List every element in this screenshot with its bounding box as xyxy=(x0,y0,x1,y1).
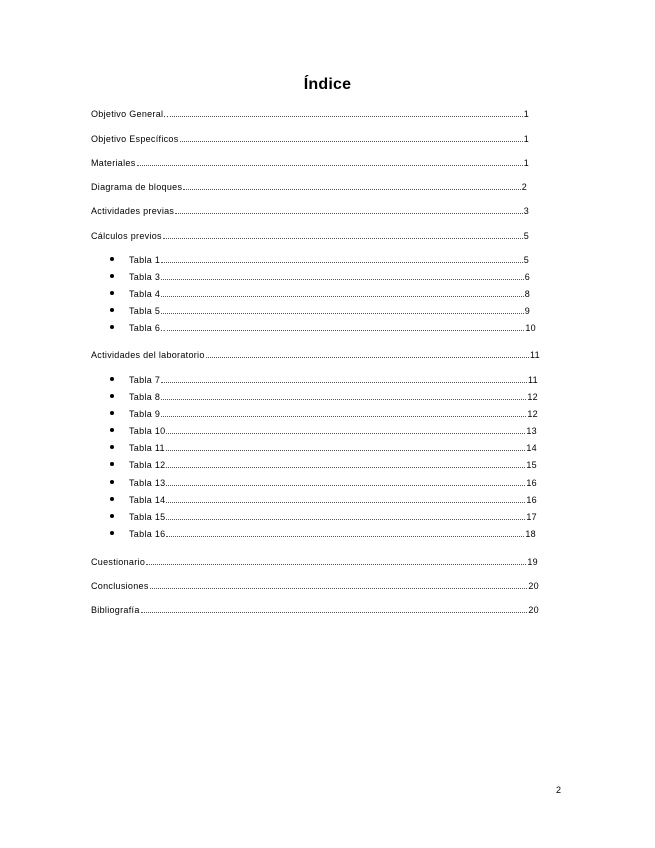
dot-leader xyxy=(166,433,525,434)
dot-leader xyxy=(146,564,526,565)
bullet-icon xyxy=(110,428,114,432)
bullet-icon xyxy=(110,394,114,398)
toc-subentry-tabla-10[interactable] xyxy=(129,425,537,437)
toc-entry-label: Tabla 15 xyxy=(129,512,166,522)
toc-entry-label: Actividades del laboratorio xyxy=(91,350,205,360)
toc-entry-page: 9 xyxy=(524,306,530,316)
toc-entry-page: 20 xyxy=(528,581,539,591)
toc-entry-label: Conclusiones xyxy=(91,581,149,591)
bullet-icon xyxy=(110,514,114,518)
dot-leader xyxy=(161,382,527,383)
bullet-icon xyxy=(110,497,114,501)
toc-entry-page: 11 xyxy=(530,350,540,360)
toc-entry-bibliografia[interactable] xyxy=(91,604,539,616)
dot-leader xyxy=(150,588,528,589)
dot-leader xyxy=(161,279,524,280)
toc-entry-label: Tabla 12 xyxy=(129,460,166,470)
toc-entry-page: 1 xyxy=(523,134,529,144)
dot-leader xyxy=(166,536,524,537)
bullet-icon xyxy=(110,274,114,278)
toc-entry-label: Objetivo General.. xyxy=(91,109,169,119)
dot-leader xyxy=(163,238,523,239)
dot-leader xyxy=(206,357,529,358)
dot-leader xyxy=(161,399,526,400)
toc-subentry-tabla-16[interactable] xyxy=(129,528,536,540)
toc-entry-label: Tabla 13 xyxy=(129,478,166,488)
toc-entry-conclusiones[interactable] xyxy=(91,580,539,592)
toc-entry-label: Objetivo Específicos xyxy=(91,134,179,144)
toc-entry-actividades-previas[interactable] xyxy=(91,205,529,217)
toc-entry-calculos-previos[interactable] xyxy=(91,230,529,242)
toc-entry-page: 16 xyxy=(526,495,537,505)
dot-leader xyxy=(141,612,528,613)
toc-entry-page: 15 xyxy=(526,460,537,470)
toc-entry-page: 6 xyxy=(524,272,530,282)
toc-subentry-tabla-7[interactable] xyxy=(129,374,538,386)
dot-leader xyxy=(137,165,523,166)
dot-leader xyxy=(161,416,526,417)
toc-entry-label: Tabla 6.. xyxy=(129,323,166,333)
bullet-icon xyxy=(110,411,114,415)
bullet-icon xyxy=(110,325,114,329)
toc-subentry-tabla-1[interactable] xyxy=(129,254,529,266)
dot-leader xyxy=(166,467,525,468)
toc-entry-label: Cálculos previos xyxy=(91,231,162,241)
toc-subentry-tabla-11[interactable] xyxy=(129,442,537,454)
toc-subentry-tabla-15[interactable] xyxy=(129,511,537,523)
toc-entry-label: Tabla 16 xyxy=(129,529,166,539)
toc-entry-label: Tabla 7 xyxy=(129,375,161,385)
toc-entry-page: 3 xyxy=(523,206,529,216)
toc-entry-label: Tabla 3 xyxy=(129,272,161,282)
dot-leader xyxy=(180,141,523,142)
toc-entry-page: 11 xyxy=(528,375,538,385)
toc-entry-materiales[interactable] xyxy=(91,157,529,169)
dot-leader xyxy=(166,485,525,486)
toc-entry-page: 13 xyxy=(526,426,537,436)
toc-entry-page: 12 xyxy=(527,409,538,419)
toc-entry-page: 20 xyxy=(528,605,539,615)
toc-entry-page: 5 xyxy=(523,231,529,241)
toc-entry-label: Tabla 4 xyxy=(129,289,161,299)
toc-entry-cuestionario[interactable] xyxy=(91,556,538,568)
bullet-icon xyxy=(110,445,114,449)
toc-entry-label: Diagrama de bloques xyxy=(91,182,183,192)
toc-entry-page: 17 xyxy=(526,512,537,522)
toc-subentry-tabla-3[interactable] xyxy=(129,271,530,283)
toc-subentry-tabla-8[interactable] xyxy=(129,391,538,403)
toc-entry-label: Bibliografía xyxy=(91,605,140,615)
dot-leader xyxy=(161,262,523,263)
toc-entry-label: Tabla 9 xyxy=(129,409,161,419)
toc-subentry-tabla-14[interactable] xyxy=(129,494,537,506)
dot-leader xyxy=(175,213,522,214)
bullet-icon xyxy=(110,462,114,466)
toc-entry-page: 19 xyxy=(527,557,538,567)
bullet-icon xyxy=(110,291,114,295)
toc-entry-label: Tabla 5 xyxy=(129,306,161,316)
toc-subentry-tabla-4[interactable] xyxy=(129,288,530,300)
toc-entry-page: 8 xyxy=(524,289,530,299)
dot-leader xyxy=(166,450,526,451)
toc-entry-objetivo-general[interactable] xyxy=(91,108,529,120)
toc-subentry-tabla-13[interactable] xyxy=(129,477,537,489)
toc-entry-page: 2 xyxy=(521,182,527,192)
bullet-icon xyxy=(110,531,114,535)
toc-entry-page: 18 xyxy=(525,529,536,539)
toc-entry-diagrama-de-bloques[interactable] xyxy=(91,181,527,193)
toc-entry-actividades-del-laboratorio[interactable] xyxy=(91,349,540,361)
toc-entry-label: Cuestionario xyxy=(91,557,146,567)
dot-leader xyxy=(167,330,525,331)
toc-entry-page: 1 xyxy=(523,158,529,168)
toc-subentry-tabla-5[interactable] xyxy=(129,305,530,317)
page-number: 2 xyxy=(556,785,562,795)
toc-subentry-tabla-6[interactable] xyxy=(129,322,536,334)
toc-entry-page: 10 xyxy=(525,323,536,333)
toc-subentry-tabla-9[interactable] xyxy=(129,408,538,420)
dot-leader xyxy=(170,116,523,117)
toc-entry-page: 14 xyxy=(526,443,537,453)
toc-entry-objetivo-especificos[interactable] xyxy=(91,133,529,145)
toc-entry-label: Tabla 10 xyxy=(129,426,166,436)
toc-subentry-tabla-12[interactable] xyxy=(129,459,537,471)
toc-entry-page: 5 xyxy=(523,255,529,265)
toc-entry-page: 16 xyxy=(526,478,537,488)
dot-leader xyxy=(166,519,525,520)
page-title: Índice xyxy=(303,76,352,93)
toc-entry-label: Materiales xyxy=(91,158,136,168)
bullet-icon xyxy=(110,257,114,261)
bullet-icon xyxy=(110,308,114,312)
toc-entry-label: Tabla 11 xyxy=(129,443,165,453)
dot-leader xyxy=(166,502,525,503)
toc-entry-label: Tabla 14 xyxy=(129,495,166,505)
dot-leader xyxy=(161,313,524,314)
toc-entry-page: 1 xyxy=(523,109,529,119)
dot-leader xyxy=(161,296,524,297)
toc-entry-page: 12 xyxy=(527,392,538,402)
bullet-icon xyxy=(110,480,114,484)
toc-entry-label: Tabla 1 xyxy=(129,255,161,265)
bullet-icon xyxy=(110,377,114,381)
toc-entry-label: Tabla 8 xyxy=(129,392,161,402)
toc-entry-label: Actividades previas xyxy=(91,206,175,216)
dot-leader xyxy=(183,189,520,190)
